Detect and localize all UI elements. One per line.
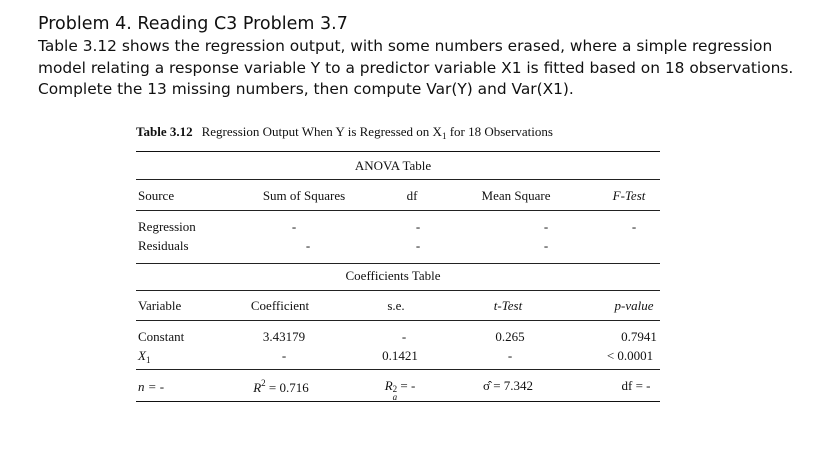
rule-anova-header: [136, 210, 660, 211]
problem-title: Problem 4. Reading C3 Problem 3.7: [38, 14, 348, 34]
rule-coef-bottom: [136, 369, 660, 370]
problem-line-3: Complete the 13 missing numbers, then compute Var(Y) and Var(X1).: [38, 80, 574, 98]
rule-top: [136, 151, 660, 152]
anova-header-source: Source: [138, 188, 175, 203]
footer-r2-value: = 0.716: [265, 380, 309, 395]
coef-header-t: t-Test: [493, 298, 523, 313]
rule-bottom: [136, 401, 660, 402]
coef-row-x1-variable-name: X: [138, 348, 146, 363]
problem-statement: [38, 12, 818, 101]
rule-anova-title: [136, 179, 660, 180]
footer-ra2-label: R: [384, 378, 393, 393]
anova-row-regression-df: -: [415, 219, 421, 234]
footer-ra2-sup: 2: [392, 384, 398, 394]
coef-row-constant-coefficient: 3.43179: [262, 329, 306, 344]
problem-line-1: Table 3.12 shows the regression output, with some numbers erased, where a simple regression: [38, 37, 773, 55]
footer-r2-sup: 2: [261, 378, 266, 388]
anova-header-f: F-Test: [612, 188, 646, 203]
anova-row-residuals-source: Residuals: [138, 238, 189, 253]
caption-tail: for 18 Observations: [446, 124, 553, 139]
footer-ra2-value: = -: [397, 378, 416, 393]
coef-row-x1-variable-sub: 1: [145, 355, 151, 365]
coef-row-x1-coefficient: -: [281, 348, 287, 363]
anova-header-ms: Mean Square: [481, 188, 551, 203]
caption-sub: 1: [441, 131, 447, 141]
coef-title: Coefficients Table: [345, 268, 441, 283]
coef-header-variable: Variable: [138, 298, 182, 313]
coef-row-x1-se: 0.1421: [382, 348, 418, 363]
coef-header-coefficient: Coefficient: [250, 298, 310, 313]
rule-coef-header: [136, 320, 660, 321]
anova-row-regression-f: -: [631, 219, 637, 234]
footer-n: n = -: [138, 379, 165, 394]
coef-row-constant-variable: Constant: [138, 329, 185, 344]
problem-line-2: model relating a response variable Y to a predictor variable X1 is fitted based on 18 observations.: [38, 58, 794, 77]
anova-row-regression-ss: -: [291, 219, 297, 234]
rule-anova-bottom: [136, 263, 660, 264]
table-caption: [136, 124, 553, 141]
coef-row-x1-t: -: [507, 348, 513, 363]
coef-row-x1-p: < 0.0001: [606, 348, 654, 363]
footer-df: df = -: [621, 378, 651, 393]
anova-row-regression-source: Regression: [138, 219, 196, 234]
anova-row-residuals-ms: -: [543, 238, 549, 253]
anova-title: ANOVA Table: [354, 158, 432, 173]
coef-row-constant-t: 0.265: [495, 329, 525, 344]
caption-text: Regression Output When Y is Regressed on X: [201, 124, 442, 139]
anova-row-residuals-df: -: [415, 238, 421, 253]
coef-row-constant-se: -: [401, 329, 407, 344]
footer-ra2-sub: a: [392, 392, 398, 402]
coef-header-se: s.e.: [387, 298, 405, 313]
footer-r2: [253, 378, 309, 396]
anova-row-residuals-ss: -: [305, 238, 311, 253]
caption-label: Table 3.12: [136, 124, 193, 139]
coef-row-x1-variable: [138, 348, 150, 365]
anova-row-regression-ms: -: [543, 219, 549, 234]
coef-header-p: p-value: [614, 298, 654, 313]
coef-row-constant-p: 0.7941: [621, 329, 657, 344]
rule-coef-title: [136, 290, 660, 291]
footer-sigma: σ̂ = 7.342: [482, 378, 534, 393]
anova-header-df: df: [406, 188, 418, 203]
footer-r2-label: R: [253, 380, 262, 395]
anova-header-ss: Sum of Squares: [262, 188, 346, 203]
footer-r2-adjusted: [385, 378, 416, 401]
